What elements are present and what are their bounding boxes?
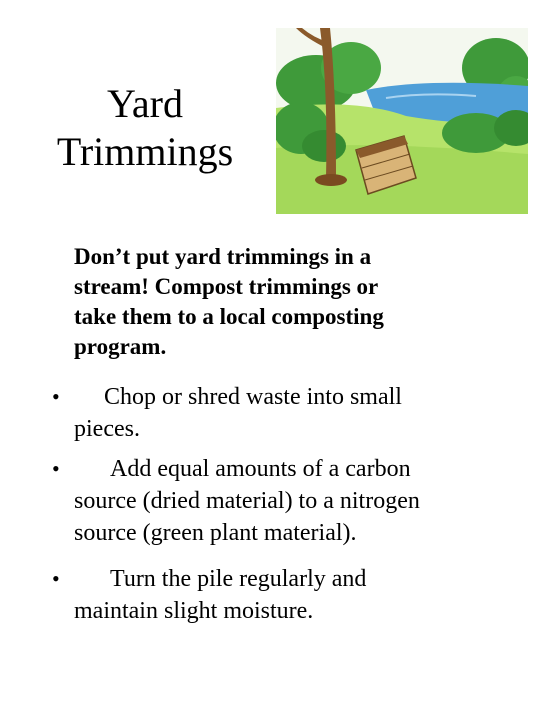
title-line-2: Trimmings (56, 129, 234, 174)
intro-line-1: Don’t put yard trimmings in a (74, 244, 372, 269)
bullet-marker: • (52, 384, 60, 409)
bullet-3-line-1: Turn the pile regularly and (110, 566, 367, 592)
bullet-1-line-2: pieces. (74, 416, 140, 442)
bullet-2-line-2: source (dried material) to a nitrogen (74, 488, 420, 514)
intro-line-2: stream! Compost trimmings or (74, 274, 379, 299)
bullet-2-line-1: Add equal amounts of a carbon (110, 456, 411, 482)
bullet-1-line-1: Chop or shred waste into small (104, 384, 402, 410)
intro-line-3: take them to a local composting (74, 304, 384, 329)
title-line-1: Yard (107, 81, 183, 126)
bullet-marker: • (52, 566, 60, 591)
yard-compost-illustration (276, 28, 528, 214)
intro-paragraph (74, 242, 494, 362)
bullet-3-line-2: maintain slight moisture. (74, 598, 314, 624)
bullet-marker: • (52, 456, 60, 481)
intro-line-4: program. (74, 334, 167, 359)
bullet-2-line-3: source (green plant material). (74, 520, 357, 546)
page-title (30, 80, 260, 176)
